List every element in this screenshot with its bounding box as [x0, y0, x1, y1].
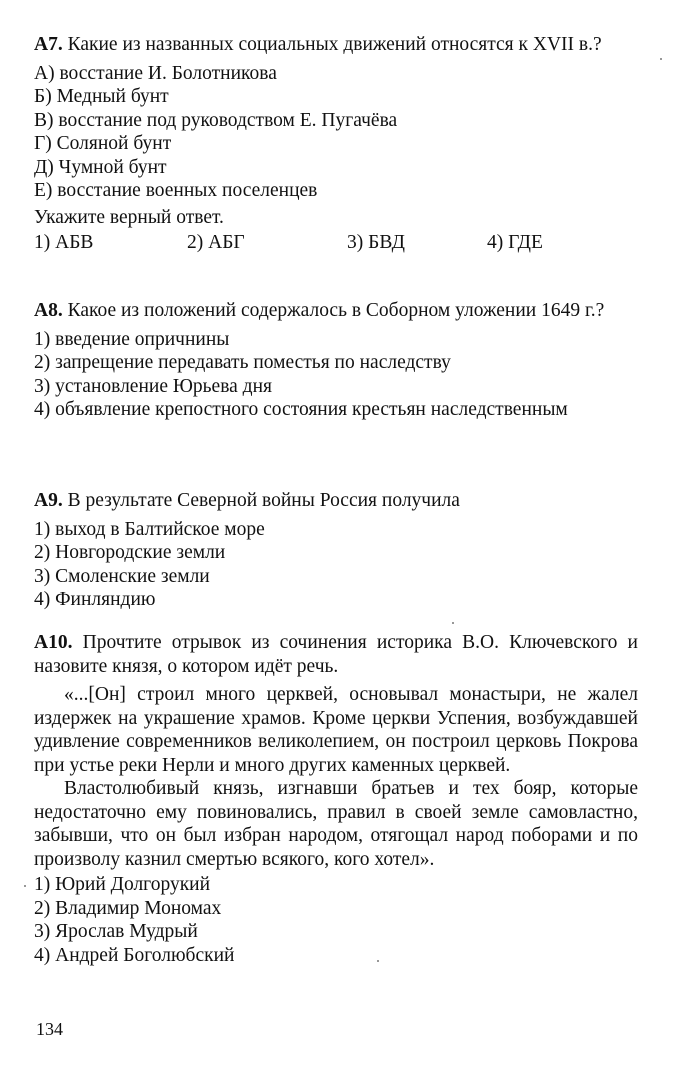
question-a10-number: А10. — [34, 632, 73, 653]
option-a7-1: А) восстание И. Болотникова — [34, 62, 277, 84]
quote-paragraph-2: Властолюбивый князь, изгнавши братьев и тех бояр, которые недостаточно ему повиновались, правил в своей земле самовластно, забывши, что он был избран народом, отягощал народ поборами и по произволу казнил смертью всякого, кого хотел». — [34, 778, 638, 870]
option-a9-3: 3) Смоленские земли — [34, 565, 210, 587]
question-a8 — [34, 299, 638, 422]
option-a7-4: Г) Соляной бунт — [34, 133, 172, 154]
answer-a7-4: 4) ГДЕ — [487, 232, 543, 253]
answer-a7-3: 3) БВД — [347, 232, 405, 253]
option-a9-1: 1) выход в Балтийское море — [34, 518, 265, 540]
question-a8-stem — [34, 299, 638, 323]
question-a7-options — [34, 62, 638, 203]
question-a7-instruction: Укажите верный ответ. — [34, 206, 224, 228]
question-a8-text: Какое из положений содержалось в Соборном уложении 1649 г.? — [67, 300, 605, 321]
question-a10-options — [34, 873, 638, 967]
scan-speck — [24, 885, 26, 887]
question-a9-options — [34, 518, 638, 612]
question-a9-number: А9. — [34, 490, 63, 511]
option-a10-1: 1) Юрий Долгорукий — [34, 874, 211, 895]
option-a7-5: Д) Чумной бунт — [34, 156, 167, 178]
question-a9-stem — [34, 489, 638, 513]
quote-paragraph-1: «...[Он] строил много церквей, основывал монастыри, не жалел издержек на украшение храмов. Кроме церкви Успения, возбуждавшей удивление современников великолепием, он построил церковь Покрова при устье реки Нерли и много других каменных церквей. — [34, 684, 638, 776]
question-a8-number: А8. — [34, 300, 63, 321]
question-a7 — [34, 33, 638, 255]
option-a10-2: 2) Владимир Мономах — [34, 897, 222, 919]
option-a9-2: 2) Новгородские земли — [34, 542, 226, 563]
question-a7-stem — [34, 33, 638, 57]
option-a7-3: В) восстание под руководством Е. Пугачёва — [34, 109, 398, 131]
option-a8-2: 2) запрещение передавать поместья по наследству — [34, 352, 451, 373]
option-a10-4: 4) Андрей Боголюбский — [34, 944, 235, 966]
scan-speck — [660, 58, 662, 60]
option-a7-2: Б) Медный бунт — [34, 86, 169, 107]
option-a7-6: Е) восстание военных поселенцев — [34, 180, 318, 201]
question-a10-text: Прочтите отрывок из сочинения историка В.О. Ключевского и назовите князя, о котором идёт речь. — [34, 632, 638, 677]
question-a9 — [34, 489, 638, 612]
question-a7-answers — [34, 231, 638, 255]
option-a8-3: 3) установление Юрьева дня — [34, 375, 273, 397]
question-a10-stem — [34, 631, 638, 678]
scan-speck — [377, 960, 379, 962]
question-a8-options — [34, 328, 638, 422]
question-a7-text: Какие из названных социальных движений относятся к XVII в.? — [67, 34, 602, 55]
option-a10-3: 3) Ярослав Мудрый — [34, 921, 198, 942]
answer-a7-2: 2) АБГ — [187, 232, 245, 253]
scan-speck — [452, 622, 454, 624]
question-a9-text: В результате Северной войны Россия получила — [67, 490, 460, 511]
question-a7-number: А7. — [34, 34, 63, 55]
option-a9-4: 4) Финляндию — [34, 589, 156, 610]
option-a8-1: 1) введение опричнины — [34, 328, 230, 350]
question-a10 — [34, 631, 638, 967]
answer-a7-1: 1) АБВ — [34, 232, 94, 253]
page-number: 134 — [36, 1019, 63, 1039]
option-a8-4: 4) объявление крепостного состояния крестьян наследственным — [34, 399, 568, 420]
